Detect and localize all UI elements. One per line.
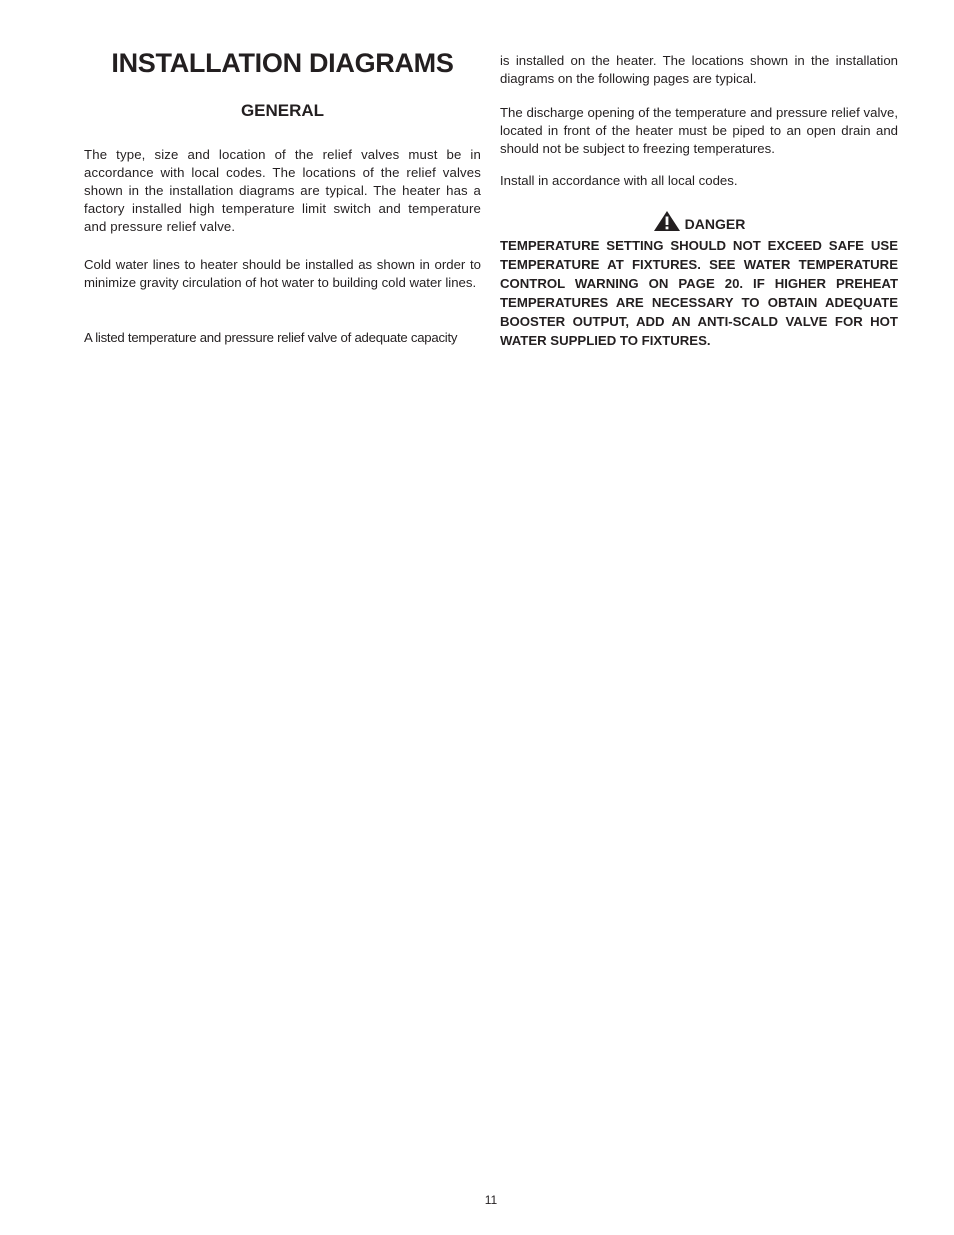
danger-text: TEMPERATURE SETTING SHOULD NOT EXCEED SAFE USE TEMPERATURE AT FIXTURES. SEE WATER TEMPERATURE CONTROL WARNING ON PAGE 20. IF HIGHER PREHEAT TEMPERATURES ARE NECESSARY TO OBTAIN ADEQUATE BOOSTER OUTPUT, ADD AN ANTI-SCALD VALVE FOR HOT WATER SUPPLIED TO FIXTURES. — [500, 238, 898, 348]
danger-heading — [500, 210, 898, 235]
warning-triangle-icon — [653, 210, 681, 232]
section-heading-general: GENERAL — [240, 101, 325, 120]
paragraph-cold-water-lines: Cold water lines to heater should be installed as shown in order to minimize gravity circulation of hot water to building cold water lines. — [84, 257, 481, 290]
paragraph-discharge-opening: The discharge opening of the temperature and pressure relief valve, located in front of the heater must be piped to an open drain and should not be subject to freezing temperatures. — [500, 105, 898, 156]
paragraph-local-codes: Install in accordance with all local codes. — [500, 173, 738, 188]
page-title: INSTALLATION DIAGRAMS — [111, 48, 454, 78]
danger-label: DANGER — [684, 216, 746, 232]
paragraph-installed-on-heater: is installed on the heater. The locations shown in the installation diagrams on the following pages are typical. — [500, 53, 898, 86]
page-number: 11 — [484, 1193, 498, 1207]
paragraph-listed-relief-valve: A listed temperature and pressure relief valve of adequate capacity — [84, 330, 458, 345]
paragraph-relief-valve-codes: The type, size and location of the relief valves must be in accordance with local codes. The locations of the relief valves shown in the installation diagrams are typical. The heater has a factory installed high temperature limit switch and temperature and pressure relief valve. — [84, 147, 481, 234]
